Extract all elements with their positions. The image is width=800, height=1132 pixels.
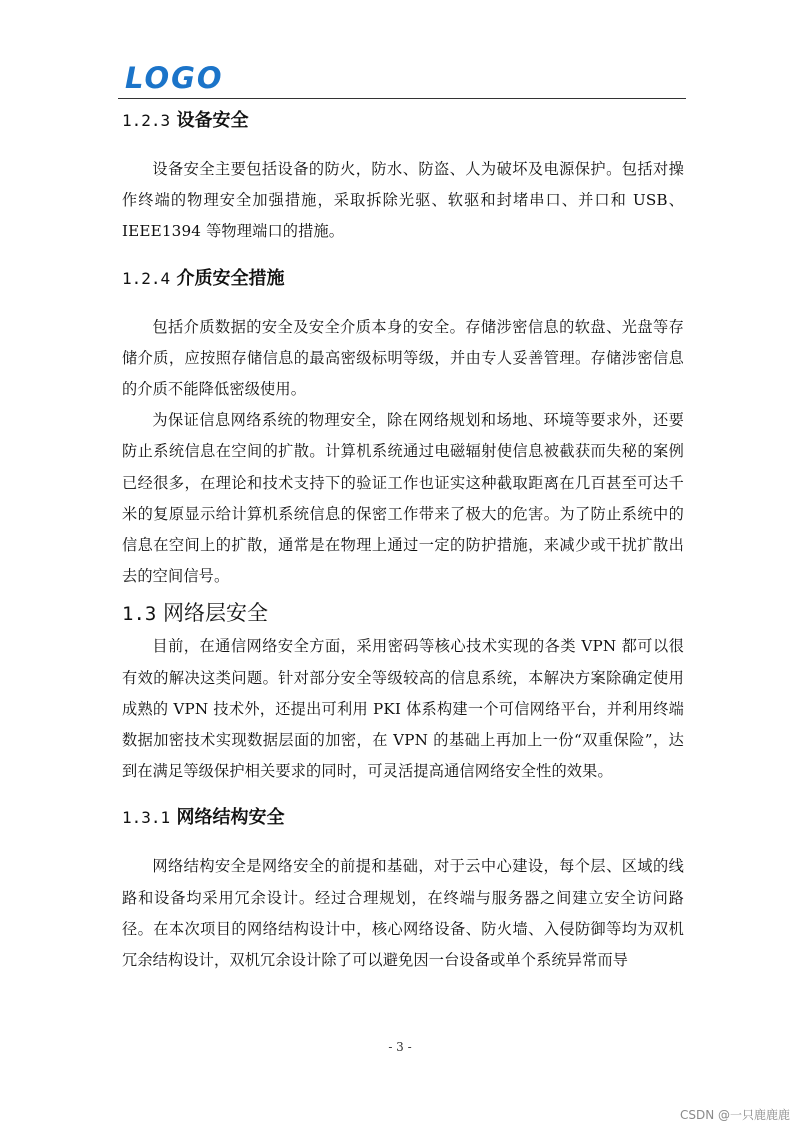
heading-1-3	[122, 598, 684, 629]
heading-title: 介质安全措施	[176, 267, 285, 289]
paragraph: 目前，在通信网络安全方面，采用密码等核心技术实现的各类 VPN 都可以很有效的解决这类问题。针对部分安全等级较高的信息系统，本解决方案除确定使用成熟的 VPN 技术外，还提出可利用 PKI 体系构建一个可信网络平台，并利用终端数据加密技术实现数据层面的加密，在 VPN 的基础上再加上一份“双重保险”，达到在满足等级保护相关要求的同时，可灵活提高通信网络安全性的效果。	[122, 637, 684, 781]
paragraph: 网络结构安全是网络安全的前提和基础，对于云中心建设，每个层、区域的线路和设备均采用冗余设计。经过合理规划，在终端与服务器之间建立安全访问路径。在本次项目的网络结构设计中，核心网络设备、防火墙、入侵防御等均为双机冗余结构设计，双机冗余设计除了可以避免因一台设备或单个系统异常而导	[122, 857, 684, 970]
heading-number: 1.3.1	[122, 808, 171, 828]
document-body	[122, 104, 684, 976]
heading-number: 1.3	[122, 603, 157, 626]
page-number: - 3 -	[388, 1040, 412, 1054]
heading-title: 网络层安全	[163, 601, 269, 626]
heading-1-3-1	[122, 804, 684, 832]
heading-number: 1.2.4	[122, 268, 171, 288]
header-rule	[118, 98, 686, 99]
paragraph: 设备安全主要包括设备的防火，防水、防盗、人为破坏及电源保护。包括对操作终端的物理安全加强措施，采取拆除光驱、软驱和封堵串口、并口和 USB、IEEE1394 等物理端口的措施。	[122, 160, 684, 241]
paragraph: 为保证信息网络系统的物理安全，除在网络规划和场地、环境等要求外，还要防止系统信息在空间的扩散。计算机系统通过电磁辐射使信息被截获而失秘的案例已经很多，在理论和技术支持下的验证工作也证实这种截取距离在几百甚至可达千米的复原显示给计算机系统信息的保密工作带来了极大的危害。为了防止系统中的信息在空间上的扩散，通常是在物理上通过一定的防护措施，来减少或干扰扩散出去的空间信号。	[122, 411, 684, 586]
heading-title: 网络结构安全	[176, 807, 285, 829]
heading-1-2-4	[122, 265, 684, 293]
paragraph: 包括介质数据的安全及安全介质本身的安全。存储涉密信息的软盘、光盘等存储介质，应按照存储信息的最高密级标明等级，并由专人妥善管理。存储涉密信息的介质不能降低密级使用。	[122, 317, 684, 399]
watermark: CSDN @一只鹿鹿鹿	[679, 1108, 790, 1122]
logo: LOGO	[125, 61, 224, 95]
heading-title: 设备安全	[176, 110, 249, 131]
heading-1-2-3	[122, 107, 684, 135]
heading-number: 1.2.3	[122, 111, 171, 130]
